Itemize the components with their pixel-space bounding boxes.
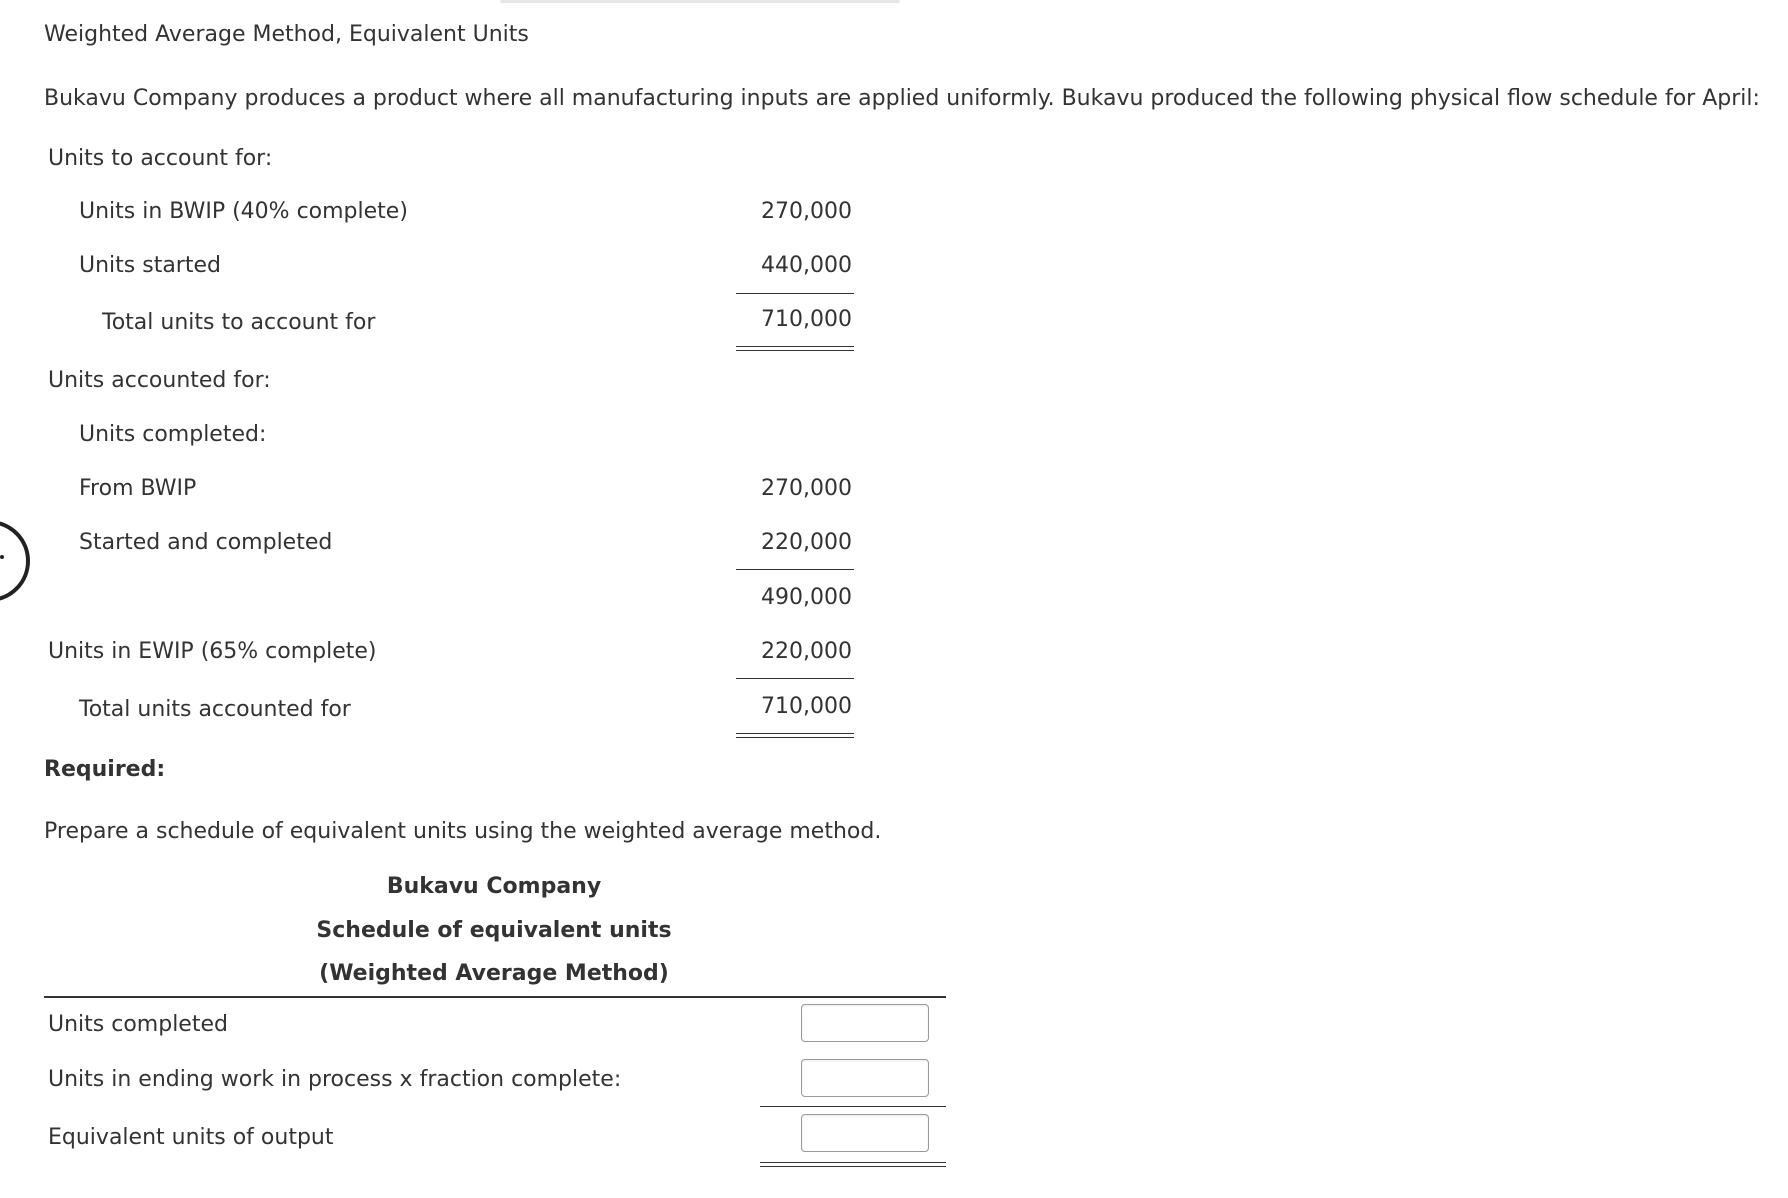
- instruction-text: Prepare a schedule of equivalent units using the weighted average method.: [44, 819, 882, 844]
- total-to-account-value: 710,000: [761, 307, 852, 332]
- ewip-rule: [736, 678, 854, 679]
- completed-subtotal-value: 490,000: [761, 585, 852, 610]
- units-completed-input[interactable]: [801, 1004, 929, 1042]
- top-scroll-indicator: [500, 0, 900, 3]
- total-accounted-value: 710,000: [761, 694, 852, 719]
- total-accounted-double-rule: [736, 733, 854, 738]
- units-completed-header: Units completed:: [79, 422, 267, 447]
- started-completed-label: Started and completed: [79, 530, 333, 555]
- units-started-label: Units started: [79, 253, 221, 278]
- units-to-account-header: Units to account for:: [48, 146, 273, 171]
- schedule-row-label: Equivalent units of output: [48, 1125, 334, 1150]
- schedule-total-double-rule: [760, 1162, 946, 1167]
- bwip-label: Units in BWIP (40% complete): [79, 199, 408, 224]
- started-completed-value: 220,000: [761, 530, 852, 555]
- from-bwip-value: 270,000: [761, 476, 852, 501]
- from-bwip-label: From BWIP: [79, 476, 197, 501]
- schedule-row-label: Units completed: [48, 1012, 228, 1037]
- ewip-label: Units in EWIP (65% complete): [48, 639, 377, 664]
- units-started-value: 440,000: [761, 253, 852, 278]
- units-accounted-header: Units accounted for:: [48, 368, 271, 393]
- side-nav-dot-icon: [0, 555, 4, 559]
- schedule-row-label: Units in ending work in process x fraction complete:: [48, 1067, 622, 1092]
- total-double-rule: [736, 346, 854, 351]
- completed-subtotal-rule: [736, 569, 854, 570]
- bwip-value: 270,000: [761, 199, 852, 224]
- schedule-header-rule: [44, 996, 946, 998]
- total-to-account-label: Total units to account for: [102, 310, 376, 335]
- intro-paragraph: Bukavu Company produces a product where all manufacturing inputs are applied uniformly. Bukavu produced the following physical flow schedule for April:: [44, 86, 1760, 111]
- ewip-fraction-input[interactable]: [801, 1059, 929, 1097]
- side-nav-circle-icon[interactable]: [0, 520, 30, 602]
- required-label: Required:: [44, 757, 166, 782]
- schedule-subtotal-rule: [760, 1106, 946, 1107]
- equivalent-units-input[interactable]: [801, 1114, 929, 1152]
- schedule-heading: Schedule of equivalent units: [316, 918, 672, 943]
- ewip-value: 220,000: [761, 639, 852, 664]
- schedule-method: (Weighted Average Method): [319, 961, 669, 986]
- schedule-company: Bukavu Company: [386, 874, 602, 899]
- total-accounted-label: Total units accounted for: [79, 697, 351, 722]
- subtotal-rule: [736, 293, 854, 294]
- page-title: Weighted Average Method, Equivalent Units: [44, 22, 529, 47]
